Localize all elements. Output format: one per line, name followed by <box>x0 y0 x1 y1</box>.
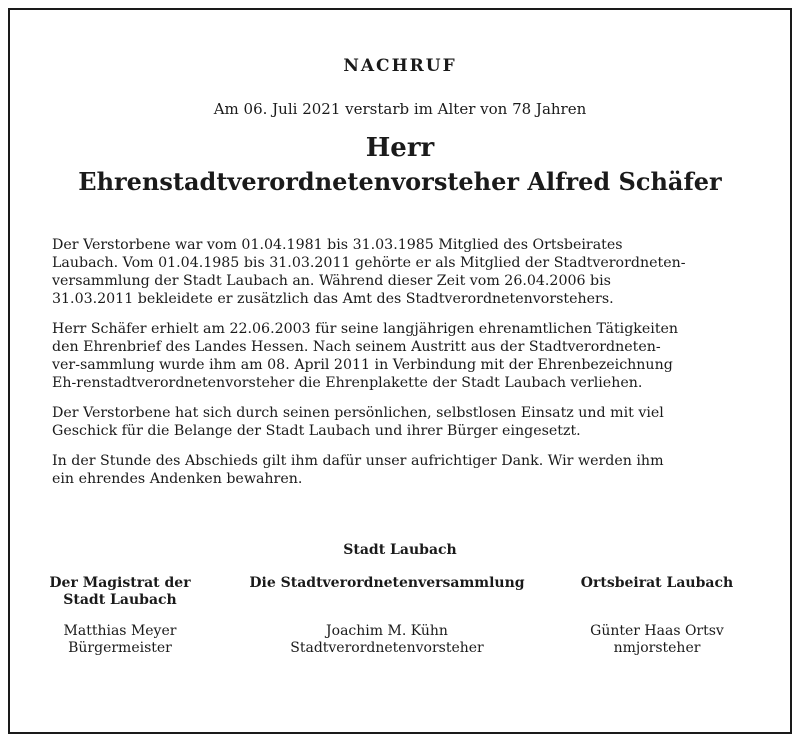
signatory-mayor <box>40 623 200 657</box>
signatory-role: Stadtverordnetenvorsteher <box>290 640 484 656</box>
notice-body <box>52 236 752 500</box>
deceased-name: Ehrenstadtverordnetenvorsteher Alfred Schäfer <box>78 167 722 196</box>
paragraph-4 <box>52 452 752 488</box>
signatory-council-head <box>562 623 752 657</box>
intro-line: Am 06. Juli 2021 verstarb im Alter von 78 Jahren <box>213 100 587 118</box>
paragraph-3 <box>52 404 752 440</box>
text-line: ver-sammlung wurde ihm am 08. April 2011 in Verbindung mit der Ehrenbezeichnung <box>52 357 673 373</box>
org-line: Die Stadtverordnetenversammlung <box>249 575 525 591</box>
text-line: versammlung der Stadt Laubach an. Während dieser Zeit vom 26.04.2006 bis <box>52 273 611 289</box>
text-line: den Ehrenbrief des Landes Hessen. Nach seinem Austritt aus der Stadtverordneten- <box>52 339 661 355</box>
text-line: Geschick für die Belange der Stadt Laubach und ihrer Bürger eingesetzt. <box>52 423 581 439</box>
text-line: ein ehrendes Andenken bewahren. <box>52 471 303 487</box>
notice-label: NACHRUF <box>343 56 457 76</box>
signature-org-stvv <box>232 575 542 592</box>
text-line: Laubach. Vom 01.04.1985 bis 31.03.2011 gehörte er als Mitglied der Stadtverordneten- <box>52 255 686 271</box>
text-line: Der Verstorbene war vom 01.04.1981 bis 31.03.1985 Mitglied des Ortsbeirates <box>52 237 623 253</box>
signatory-name: Joachim M. Kühn <box>326 623 448 639</box>
text-line: Eh-renstadtverordnetenvorsteher die Ehrenplakette der Stadt Laubach verliehen. <box>52 375 643 391</box>
honorific: Herr <box>365 133 435 163</box>
text-line: 31.03.2011 bekleidete er zusätzlich das Amt des Stadtverordnetenvorstehers. <box>52 291 614 307</box>
signatory-role: Ortsv nmjorsteher <box>613 623 724 656</box>
signatory-name: Günter Haas <box>590 623 681 639</box>
signature-org-magistrat <box>40 575 200 609</box>
text-line: Herr Schäfer erhielt am 22.06.2003 für seine langjährigen ehrenamtlichen Tätigkeiten <box>52 321 679 337</box>
text-line: In der Stunde des Abschieds gilt ihm dafür unser aufrichtiger Dank. Wir werden ihm <box>52 453 664 469</box>
text-line: Der Verstorbene hat sich durch seinen persönlichen, selbstlosen Einsatz und mit viel <box>52 405 664 421</box>
signature-heading: Stadt Laubach <box>343 542 457 558</box>
org-line: Ortsbeirat Laubach <box>580 575 734 591</box>
org-line: Der Magistrat der <box>49 575 191 591</box>
signatory-role: Bürgermeister <box>68 640 172 656</box>
paragraph-1 <box>52 236 752 308</box>
signatory-chair <box>232 623 542 657</box>
org-line: Stadt Laubach <box>63 592 177 608</box>
signatory-name: Matthias Meyer <box>63 623 177 639</box>
signature-org-ortsbeirat <box>562 575 752 592</box>
paragraph-2 <box>52 320 752 392</box>
